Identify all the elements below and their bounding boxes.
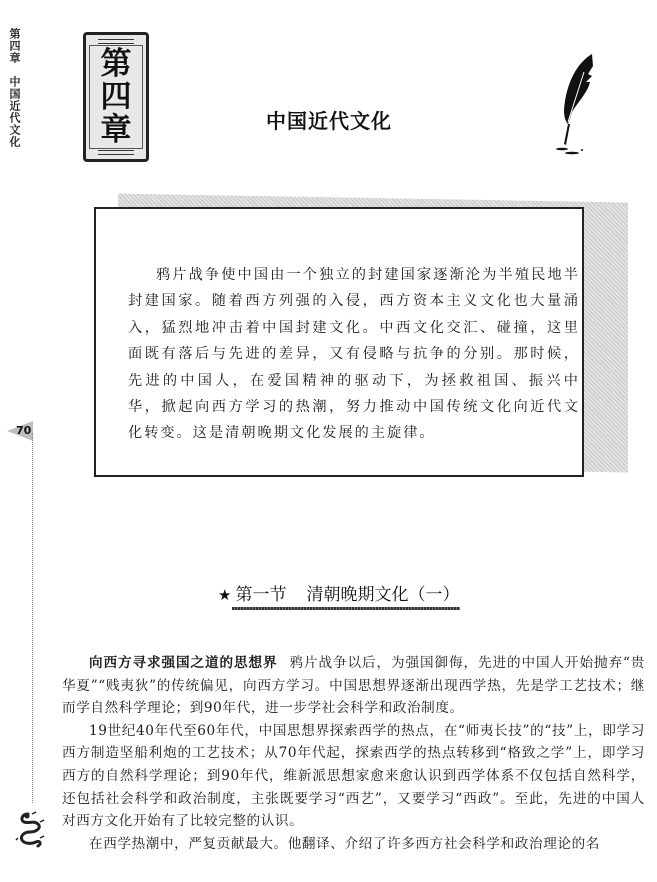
paragraph <box>62 833 645 856</box>
paragraph-text: 19世纪40年代至60年代，中国思想界探索西学的热点，在“师夷长技”的“技”上，即学习西方制造坚船利炮的工艺技术；从70年代起，探索西学的热点转移到“格致之学”上，即学习西方的自然科学理论；到90年代，维新派思想家愈来愈认识到西学体系不仅包括自然科学，还包括社会科学和政治制度，主张既要学习“西艺”，又要学习“西政”。至此，先进的中国人对西方文化开始有了比较完整的认识。 <box>62 722 645 830</box>
body-text <box>62 652 645 855</box>
running-head-title: 中国近代文化 <box>8 76 21 148</box>
running-head <box>6 28 22 148</box>
page-number: 70 <box>16 424 32 437</box>
star-icon: ★ <box>218 586 232 604</box>
paragraph-lead-in: 向西方寻求强国之道的思想界 <box>89 655 278 671</box>
quill-pen-icon <box>548 52 598 162</box>
dragon-icon <box>14 810 50 850</box>
section-title: 清朝晚期文化（一） <box>306 585 460 605</box>
margin-dotted-rule <box>32 433 33 803</box>
paragraph-text: 在西学热潮中，严复贡献最大。他翻译、介绍了许多西方社会科学和政治理论的名 <box>89 835 600 852</box>
badge-char: 第 <box>100 45 132 82</box>
intro-text: 鸦片战争使中国由一个独立的封建国家逐渐沦为半殖民地半封建国家。随着西方列强的入侵，西方资本主义文化也大量涌入，猛烈地冲击着中国封建文化。中西文化交汇、碰撞，这里面既有落后与先进的差异，又有侵略与抗争的分别。那时候，先进的中国人，在爱国精神的驱动下，为拯救祖国、振兴中华，掀起向西方学习的热潮，努力推动中国传统文化向近代文化转变。这是清朝晚期文化发展的主旋律。 <box>128 267 580 442</box>
chapter-badge <box>83 32 149 162</box>
paragraph-text: 鸦片战争以后，为强国御侮，先进的中国人开始抛弃“贵华夏”“贱夷狄”的传统偏见，向西方学习。中国思想界逐渐出现西学热，先是学工艺技术；继而学自然科学理论；到90年代，进一步学社会科学和政治制度。 <box>62 655 645 717</box>
badge-char: 四 <box>100 78 132 115</box>
chapter-title: 中国近代文化 <box>266 109 392 133</box>
section-underline <box>232 607 460 610</box>
badge-frame <box>89 45 143 149</box>
section-heading <box>218 580 459 605</box>
section-number: 第一节 <box>235 585 287 605</box>
paragraph <box>62 720 645 833</box>
running-head-chapter: 第四章 <box>8 28 21 64</box>
paragraph <box>62 652 645 720</box>
badge-char: 章 <box>100 111 132 148</box>
